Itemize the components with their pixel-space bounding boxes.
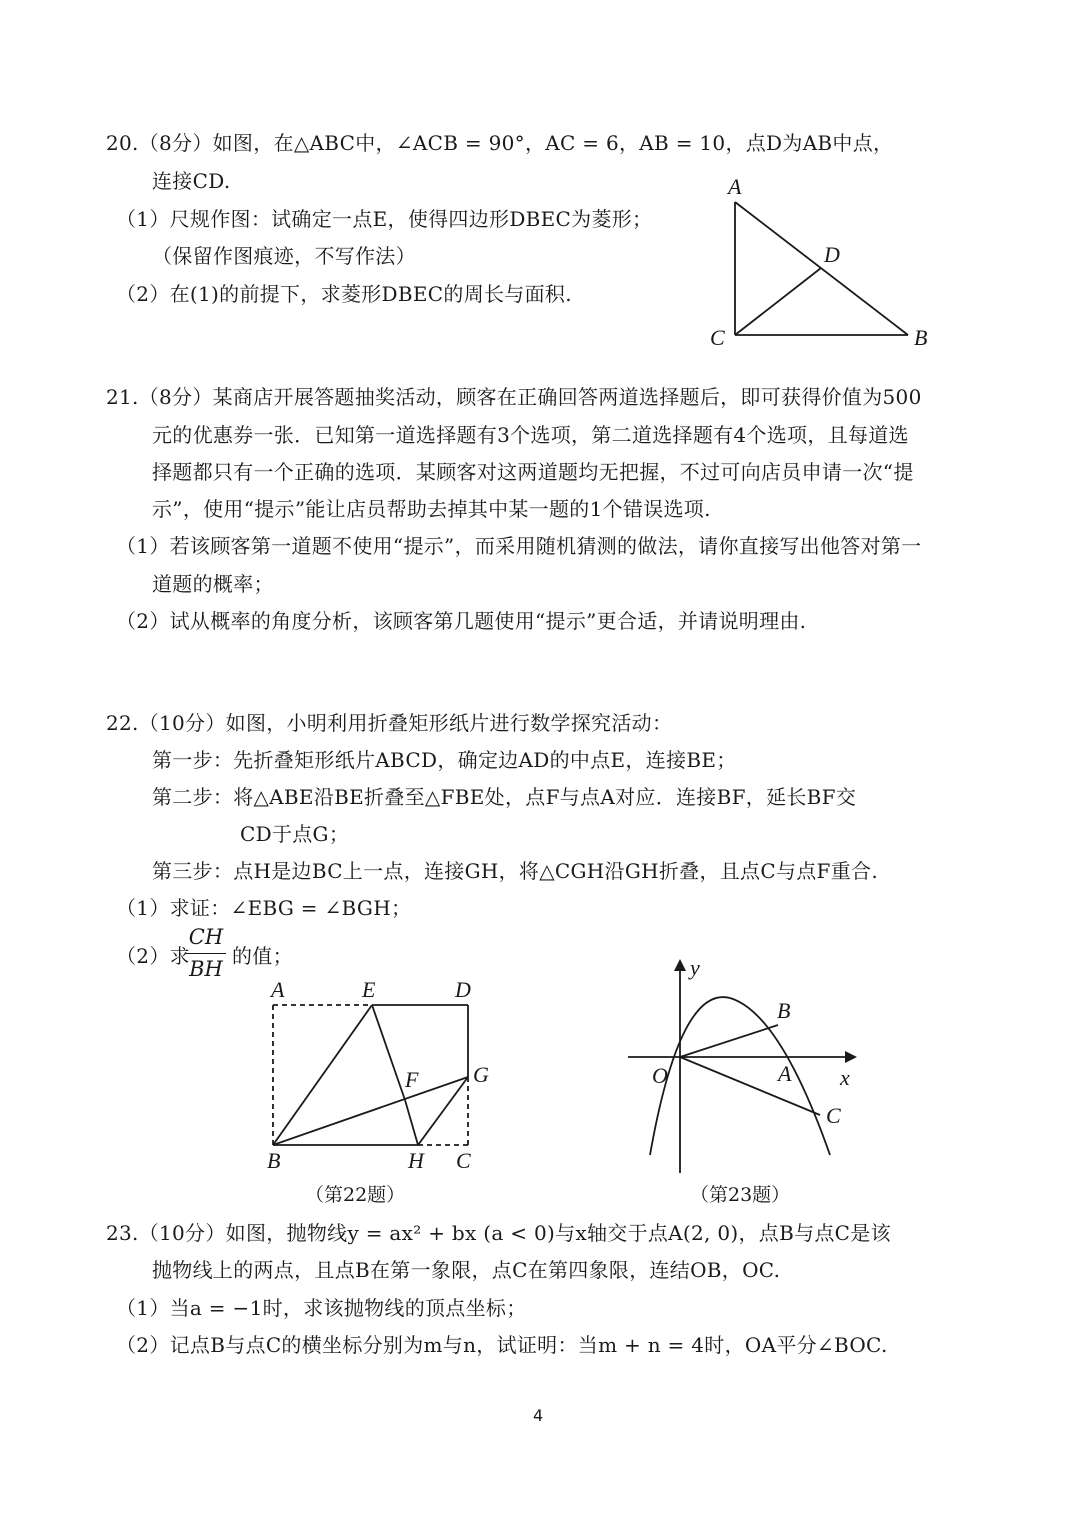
label-D: D — [824, 242, 840, 267]
q23-line-2: 抛物线上的两点，且点B在第一象限，点C在第四象限，连结OB，OC. — [152, 1258, 781, 1282]
q21-line-1: 21.（8分）某商店开展答题抽奖活动，顾客在正确回答两道选择题后，即可获得价值为500 — [106, 385, 922, 409]
segment-EF — [372, 1005, 405, 1100]
label-G: G — [473, 1062, 489, 1087]
q20-triangle-figure — [690, 170, 950, 360]
q23-part-2: （2）记点B与点C的横坐标分别为m与n，试证明：当m + n = 4时，OA平分∠BOC. — [116, 1333, 888, 1357]
q20-line-1: 20.（8分）如图，在△ABC中，∠ACB = 90°，AC = 6，AB = 10，点D为AB中点， — [106, 131, 894, 155]
q21-part-1: （1）若该顾客第一道题不使用“提示”，而采用随机猜测的做法，请你直接写出他答对第一 — [116, 534, 922, 558]
page-number: 4 — [533, 1406, 544, 1425]
q20-part-1: （1）尺规作图：试确定一点E，使得四边形DBEC为菱形； — [116, 207, 653, 231]
segment-HG — [418, 1077, 468, 1145]
segment-OB — [680, 1025, 778, 1057]
label-C: C — [826, 1103, 841, 1128]
parabola-curve — [650, 997, 830, 1155]
label-x: x — [840, 1065, 850, 1090]
q22-step-2: 第二步：将△ABE沿BE折叠至△FBE处，点F与点A对应．连接BF，延长BF交 — [152, 785, 857, 809]
q20-part-2: （2）在(1)的前提下，求菱形DBEC的周长与面积. — [116, 282, 572, 306]
q23-line-1: 23.（10分）如图，抛物线y = ax² + bx (a < 0)与x轴交于点A(2, 0)，点B与点C是该 — [106, 1221, 891, 1245]
segment-CD — [735, 268, 821, 335]
label-A: A — [728, 174, 742, 199]
segment-OC — [680, 1057, 820, 1115]
y-axis-arrow — [674, 959, 686, 971]
q22-line-1: 22.（10分）如图，小明利用折叠矩形纸片进行数学探究活动： — [106, 711, 673, 735]
q20-part-1-note: （保留作图痕迹，不写作法） — [152, 244, 416, 268]
q22-step-1: 第一步：先折叠矩形纸片ABCD，确定边AD的中点E，连接BE； — [152, 748, 737, 772]
q23-parabola-figure — [620, 955, 870, 1185]
q22-rectangle-figure — [255, 975, 515, 1180]
fraction-bar — [186, 953, 226, 954]
q21-part-2: （2）试从概率的角度分析，该顾客第几题使用“提示”更合适，并请说明理由. — [116, 609, 807, 633]
fraction-denominator: BH — [189, 957, 223, 981]
q22-part-1: （1）求证：∠EBG = ∠BGH； — [116, 896, 412, 920]
q22-part-2-prefix: （2）求 — [116, 944, 190, 968]
label-D: D — [455, 977, 471, 1002]
q20-line-2: 连接CD. — [152, 169, 231, 193]
q21-line-3: 择题都只有一个正确的选项．某顾客对这两道题均无把握，不过可向店员申请一次“提 — [152, 460, 914, 484]
segment-BG — [273, 1077, 468, 1145]
label-H: H — [408, 1148, 424, 1173]
label-A: A — [271, 977, 285, 1002]
label-E: E — [362, 977, 376, 1002]
q22-step-2-cont: CD于点G； — [240, 822, 350, 846]
label-B: B — [777, 998, 791, 1023]
label-O: O — [652, 1063, 668, 1088]
label-B: B — [914, 325, 928, 350]
q21-line-2: 元的优惠券一张．已知第一道选择题有3个选项，第二道选择题有4个选项，且每道选 — [152, 423, 909, 447]
segment-FH — [405, 1100, 418, 1145]
q21-line-4: 示”，使用“提示”能让店员帮助去掉其中某一题的1个错误选项. — [152, 497, 711, 521]
q22-part-2-suffix: 的值； — [232, 944, 293, 968]
label-y: y — [690, 955, 700, 980]
label-C: C — [456, 1148, 471, 1173]
q22-caption: （第22题） — [305, 1184, 406, 1206]
fraction-numerator: CH — [188, 925, 224, 949]
q22-step-3: 第三步：点H是边BC上一点，连接GH，将△CGH沿GH折叠，且点C与点F重合. — [152, 859, 878, 883]
segment-BE — [273, 1005, 372, 1145]
label-F: F — [405, 1067, 419, 1092]
q22-fraction — [184, 925, 228, 983]
q23-part-1: （1）当a = −1时，求该抛物线的顶点坐标； — [116, 1296, 527, 1320]
label-A: A — [778, 1061, 792, 1086]
x-axis-arrow — [845, 1051, 857, 1063]
q23-caption: （第23题） — [690, 1184, 791, 1206]
q21-part-1-cont: 道题的概率； — [152, 572, 274, 596]
label-B: B — [267, 1148, 281, 1173]
label-C: C — [710, 325, 725, 350]
